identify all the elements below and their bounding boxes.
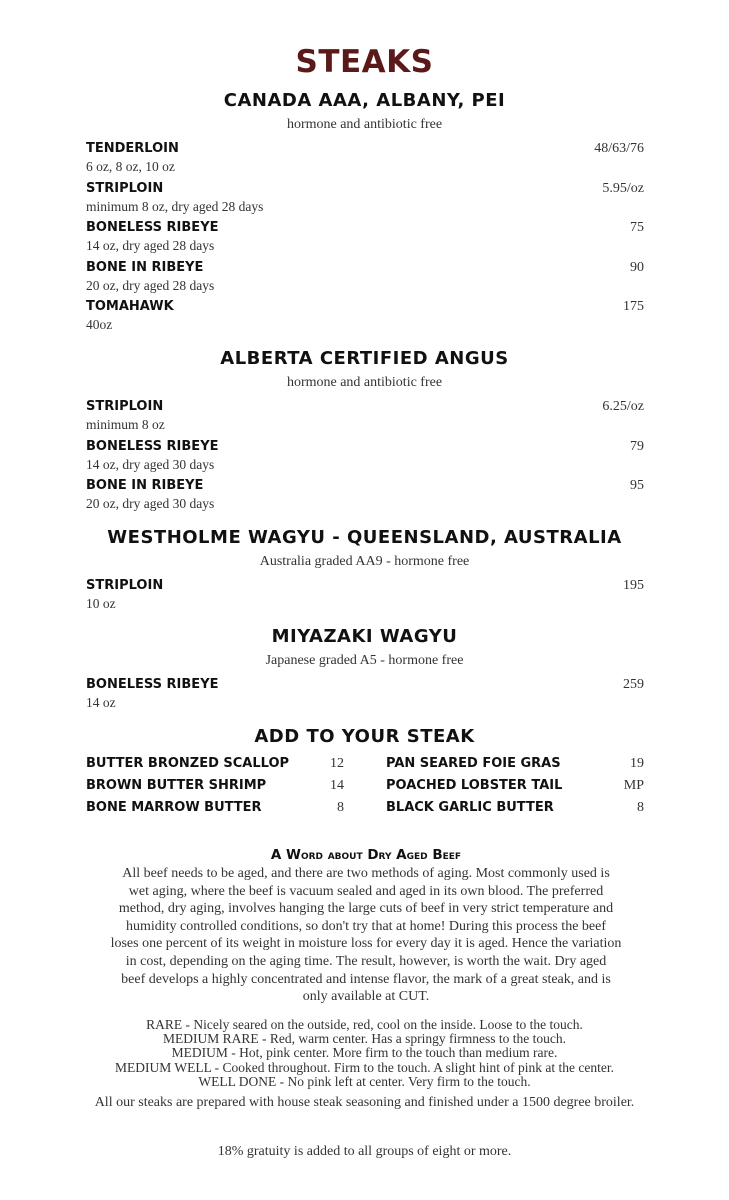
dry-aged-line: loses one percent of its weight in moisture loss for every day it is aged. Hence the variation <box>110 936 622 952</box>
item-description: minimum 8 oz <box>86 417 165 432</box>
section-title: ALBERTA CERTIFIED ANGUS <box>220 348 509 369</box>
addon-price: 19 <box>630 756 644 771</box>
item-description: 6 oz, 8 oz, 10 oz <box>86 159 175 174</box>
menu-item <box>86 259 644 299</box>
item-name: TOMAHAWK <box>86 299 174 314</box>
item-description: 14 oz, dry aged 28 days <box>86 238 215 253</box>
item-name: BONELESS RIBEYE <box>86 220 219 235</box>
section-westholme-wagyu <box>0 525 729 617</box>
dry-aged-line: only available at CUT. <box>302 989 430 1005</box>
item-price: 90 <box>630 259 644 275</box>
section-subtitle: Australia graded AA9 - hormone free <box>259 554 470 569</box>
addon-name: BROWN BUTTER SHRIMP <box>86 778 267 793</box>
item-name: BONELESS RIBEYE <box>86 677 219 692</box>
item-price: 95 <box>630 478 644 493</box>
dry-aged-line: All beef needs to be aged, and there are two methods of aging. Most commonly used is <box>122 866 610 881</box>
gratuity-note: 18% gratuity is added to all groups of eight or more. <box>217 1144 512 1159</box>
item-description: 20 oz, dry aged 30 days <box>86 496 215 511</box>
section-canada-aaa <box>0 88 729 338</box>
dry-aged-line: method, dry aging, involves hanging the large cuts of beef in very strict temperature and <box>118 901 614 917</box>
addon-row <box>86 776 644 798</box>
menu-item <box>86 180 644 220</box>
dry-aged-line: in cost, depending on the aging time. The result, however, is worth the wait. Dry aged <box>125 953 607 969</box>
item-name: BONE IN RIBEYE <box>86 259 204 275</box>
item-description: 10 oz <box>86 596 116 611</box>
addon-name: BLACK GARLIC BUTTER <box>386 800 554 815</box>
page-title: STEAKS <box>295 44 434 80</box>
addon-name: BONE MARROW BUTTER <box>86 800 262 815</box>
doneness-medium-well: MEDIUM WELL - Cooked throughout. Firm to the touch. A slight hint of pink at the center. <box>114 1059 615 1075</box>
doneness-guide <box>40 1018 689 1089</box>
section-subtitle: Japanese graded A5 - hormone free <box>265 653 464 668</box>
item-description: 40oz <box>86 317 113 332</box>
doneness-rare: RARE - Nicely seared on the outside, red, cool on the inside. Loose to the touch. <box>146 1017 583 1032</box>
menu-item-list <box>0 676 729 716</box>
section-miyazaki-wagyu <box>0 624 729 716</box>
addon-name: BUTTER BRONZED SCALLOP <box>86 756 290 771</box>
item-price: 79 <box>630 438 644 454</box>
addon-price: MP <box>623 778 644 793</box>
menu-item <box>86 219 644 259</box>
dry-aged-note <box>86 845 646 1006</box>
item-price: 195 <box>623 578 644 593</box>
item-price: 175 <box>623 299 644 314</box>
section-title: MIYAZAKI WAGYU <box>271 626 458 647</box>
seasoning-note: All our steaks are prepared with house steak seasoning and finished under a 1500 degree broiler. <box>94 1095 635 1110</box>
addon-price: 12 <box>330 756 344 771</box>
item-description: 14 oz <box>86 695 116 710</box>
doneness-medium: MEDIUM - Hot, pink center. More firm to the touch than medium rare. <box>171 1045 558 1061</box>
item-name: STRIPLOIN <box>86 399 164 414</box>
dry-aged-line: wet aging, where the beef is vacuum sealed and aged in its own blood. The preferred <box>128 883 604 899</box>
item-description: 20 oz, dry aged 28 days <box>86 277 215 293</box>
section-title: WESTHOLME WAGYU - QUEENSLAND, AUSTRALIA <box>107 527 622 548</box>
addon-name: PAN SEARED FOIE GRAS <box>386 756 561 771</box>
menu-item <box>86 438 644 478</box>
menu-item-list <box>0 398 729 517</box>
item-description: 14 oz, dry aged 30 days <box>86 456 215 472</box>
section-subtitle: hormone and antibiotic free <box>286 375 443 390</box>
item-price: 259 <box>623 677 644 692</box>
doneness-medium-rare: MEDIUM RARE - Red, warm center. Has a springy firmness to the touch. <box>162 1031 567 1047</box>
menu-item <box>86 676 644 716</box>
item-name: STRIPLOIN <box>86 180 164 196</box>
section-alberta-angus <box>0 346 729 517</box>
addon-price: 8 <box>637 800 644 815</box>
addon-price: 8 <box>337 800 344 815</box>
menu-item-list <box>0 577 729 617</box>
addon-row <box>86 754 644 776</box>
item-name: BONELESS RIBEYE <box>86 438 219 454</box>
section-title: ADD TO YOUR STEAK <box>254 726 475 747</box>
menu-item <box>86 140 644 180</box>
section-subtitle: hormone and antibiotic free <box>286 117 443 132</box>
menu-item <box>86 577 644 617</box>
item-description: minimum 8 oz, dry aged 28 days <box>86 198 264 214</box>
section-title: CANADA AAA, ALBANY, PEI <box>223 90 506 111</box>
menu-item <box>86 477 644 517</box>
item-name: TENDERLOIN <box>86 141 179 156</box>
item-name: STRIPLOIN <box>86 578 164 593</box>
menu-item <box>86 398 644 438</box>
dry-aged-line: humidity controlled conditions, so don't try that at home! During this process the beef <box>126 918 606 934</box>
item-price: 75 <box>630 220 644 235</box>
menu-item-list <box>0 140 729 338</box>
addon-row <box>86 798 644 820</box>
addon-price: 14 <box>330 778 344 793</box>
dry-aged-body <box>86 865 646 1006</box>
doneness-well-done: WELL DONE - No pink left at center. Very firm to the touch. <box>198 1073 531 1089</box>
menu-item <box>86 298 644 338</box>
item-name: BONE IN RIBEYE <box>86 478 204 493</box>
addon-name: POACHED LOBSTER TAIL <box>386 778 563 793</box>
item-price: 48/63/76 <box>594 141 644 156</box>
dry-aged-line: beef develops a highly concentrated and intense flavor, the mark of a great steak, and is <box>121 971 611 987</box>
addon-list <box>86 754 644 820</box>
item-price: 5.95/oz <box>602 180 644 196</box>
dry-aged-title: A Word about Dry Aged Beef <box>270 847 462 863</box>
item-price: 6.25/oz <box>602 399 644 414</box>
section-addons <box>0 724 729 750</box>
